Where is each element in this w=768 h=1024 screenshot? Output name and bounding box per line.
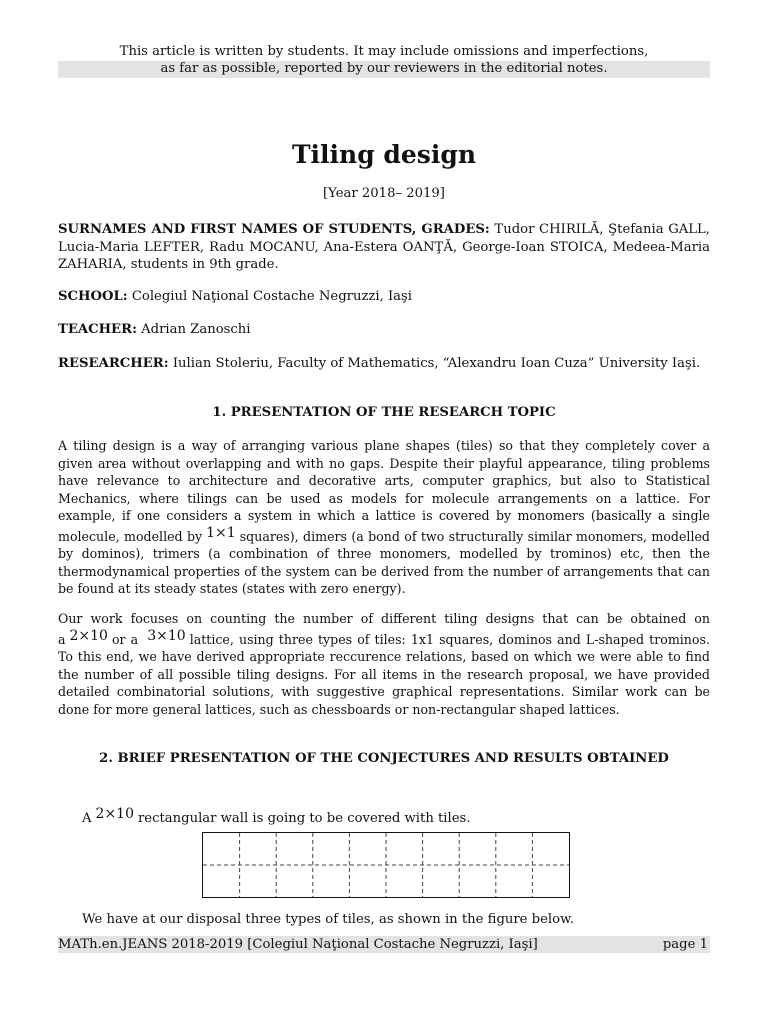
math-1x1: 1×1: [206, 524, 236, 541]
section-2-heading: 2. BRIEF PRESENTATION OF THE CONJECTURES AND RESULTS OBTAINED: [99, 751, 669, 766]
footer-page-number: page 1: [662, 937, 708, 952]
p2-text-b: or a: [111, 631, 139, 647]
math-2x10: 2×10: [69, 627, 108, 644]
p1-text-b: squares), dimers (a bond of two structurally similar monomers, modelled by dominos), trimers (a combination of three monomers, modelled by trominos) etc, then the thermodynamical properties of the system can be derived from the number of arrangements that can be found at its steady states (states with zero energy).: [58, 528, 710, 596]
researcher-label: RESEARCHER:: [58, 356, 169, 371]
wall-sentence: [82, 806, 471, 826]
students-block: [58, 221, 710, 274]
wall-text-b: rectangular wall is going to be covered with tiles.: [137, 811, 471, 826]
students-label: SURNAMES AND FIRST NAMES OF STUDENTS, GRADES:: [58, 222, 490, 237]
page-footer: [58, 936, 710, 953]
p1-text-a: A tiling design is a way of arranging various plane shapes (tiles) so that they completely cover a given area without overlapping and with no gaps. Despite their playful appearance, tiling problems have relevance to architecture and decorative arts, computer graphics, but also to Statistical Mechanics, where tilings can be used as models for molecule arrangements on a lattice. For example, if one considers a system in which a lattice is covered by monomers (basically a single molecule, modelled by: [58, 438, 710, 544]
footer-left: MATh.en.JEANS 2018-2019 [Colegiul Naţional Costache Negruzzi, Iaşi]: [58, 937, 538, 952]
teacher-label: TEACHER:: [58, 322, 137, 337]
section-1-paragraph-1: [58, 437, 710, 598]
year-label: [Year 2018– 2019]: [323, 186, 445, 201]
math-wall-2x10: 2×10: [95, 806, 134, 822]
disclaimer-line-2: as far as possible, reported by our reviewers in the editorial notes.: [58, 61, 710, 78]
p2-text-c: lattice, using three types of tiles: 1x1 squares, dominos and L-shaped trominos. To this end, we have derived appropriate reccurence relations, based on which we were able to find the number of all possible tiling designs. For all items in the research proposal, we have provided detailed combinatorial solutions, with suggestive graphical representations. Similar work can be done for more general lattices, such as chessboards or non-rectangular shaped lattices.: [58, 631, 710, 717]
tiles-sentence: We have at our disposal three types of tiles, as shown in the figure below.: [82, 912, 574, 927]
page-title: Tiling design: [291, 140, 477, 169]
p2-text-a: Our work focuses on counting the number of different tiling designs that can be obtained on a: [58, 611, 710, 647]
school-text: Colegiul Naţional Costache Negruzzi, Iaşi: [131, 289, 413, 304]
school-label: SCHOOL:: [58, 289, 128, 304]
lattice-grid: [203, 833, 569, 897]
researcher-text: Iulian Stoleriu, Faculty of Mathematics, “Alexandru Ioan Cuza” University Iaşi.: [172, 356, 701, 371]
teacher-text: Adrian Zanoschi: [141, 322, 251, 337]
section-1-heading: 1. PRESENTATION OF THE RESEARCH TOPIC: [212, 405, 556, 420]
students-text: Tudor CHIRILĂ, Ştefania GALL, Lucia-Maria LEFTER, Radu MOCANU, Ana-Estera OANŢĂ, George-Ioan STOICA, Medeea-Maria ZAHARIA, students in 9th grade.: [58, 222, 710, 272]
disclaimer-line-1: This article is written by students. It may include omissions and imperfections,: [119, 44, 649, 59]
teacher-block: [58, 321, 710, 339]
school-block: [58, 288, 710, 306]
math-3x10: 3×10: [147, 627, 186, 644]
researcher-block: [58, 355, 710, 373]
section-1-paragraph-2: [58, 610, 710, 718]
lattice-2x10-figure: [202, 832, 570, 898]
wall-text-a: A: [82, 811, 92, 826]
